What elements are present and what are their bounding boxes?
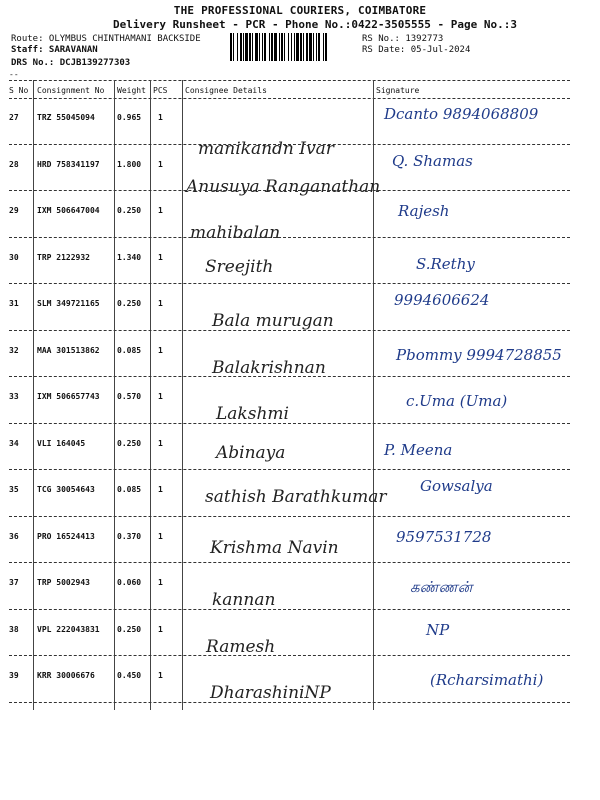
- row-sno: 38: [9, 624, 19, 634]
- row-consignee-handwritten: Lakshmi: [216, 404, 289, 424]
- barcode-bar: [325, 33, 327, 61]
- rs-number: RS No.: 1392773: [362, 34, 444, 44]
- row-divider: [9, 516, 570, 517]
- barcode-bar: [323, 33, 324, 61]
- row-signature: கண்ணன்: [410, 578, 473, 596]
- row-sno: 34: [9, 438, 19, 448]
- row-weight: 0.085: [117, 485, 142, 494]
- table-row: [0, 239, 600, 286]
- dash-marker: --: [9, 70, 19, 79]
- row-signature: Rajesh: [398, 202, 450, 220]
- row-pcs: 1: [158, 206, 163, 215]
- column-header-signature: Signature: [376, 86, 420, 95]
- row-weight: 0.250: [117, 206, 142, 215]
- row-consignment-no: IXM 506647004: [37, 206, 100, 215]
- row-divider: [9, 283, 570, 284]
- row-sno: 27: [9, 113, 19, 122]
- row-consignment-no: VLI 164045: [37, 438, 86, 448]
- barcode-bar: [284, 33, 285, 61]
- row-consignment-no: SLM 349721165: [37, 299, 100, 308]
- rs-date: RS Date: 05-Jul-2024: [362, 45, 471, 55]
- barcode-bar: [300, 33, 302, 61]
- barcode-bar: [264, 33, 266, 61]
- row-divider: [9, 469, 570, 470]
- row-pcs: 1: [158, 113, 163, 122]
- row-weight: 0.965: [117, 113, 142, 122]
- row-consignee-handwritten: Abinaya: [216, 442, 286, 463]
- row-sno: 28: [9, 159, 19, 169]
- row-divider: [9, 376, 570, 377]
- barcode-bar: [259, 33, 260, 61]
- row-divider: [9, 423, 570, 424]
- row-consignee-handwritten: Krishma Navin: [210, 537, 339, 558]
- row-consignment-no: TRP 2122932: [37, 252, 90, 262]
- column-header-consignee: Consignee Details: [185, 86, 267, 95]
- row-sno: 30: [9, 252, 19, 262]
- row-sno: 33: [9, 392, 19, 401]
- table-row: [0, 285, 600, 332]
- row-signature: NP: [426, 620, 450, 639]
- table-row: [0, 611, 600, 658]
- row-consignment-no: MAA 301513862: [37, 345, 100, 355]
- document-title: THE PROFESSIONAL COURIERS, COIMBATORE: [173, 4, 427, 17]
- row-divider: [9, 609, 570, 610]
- row-pcs: 1: [158, 252, 163, 262]
- row-pcs: 1: [158, 345, 163, 355]
- barcode-bar: [245, 33, 248, 61]
- row-signature: Dcanto 9894068809: [384, 105, 539, 123]
- staff-label: Staff: SARAVANAN: [11, 45, 98, 55]
- table-row: [0, 564, 600, 611]
- row-weight: 0.250: [117, 299, 142, 308]
- row-divider: [9, 330, 570, 331]
- barcode-bar: [294, 33, 295, 61]
- row-consignee-handwritten: manikandn Ivar: [198, 139, 334, 159]
- row-divider: [9, 562, 570, 563]
- table-row: [0, 518, 600, 565]
- barcode-bar: [249, 33, 251, 61]
- row-consignment-no: PRO 16524413: [37, 531, 95, 541]
- row-signature: Pbommy 9994728855: [396, 345, 562, 364]
- row-consignee-handwritten: Balakrishnan: [212, 357, 326, 378]
- barcode-bar: [274, 33, 277, 61]
- row-signature: c.Uma (Uma): [406, 392, 508, 410]
- row-divider: [9, 702, 570, 703]
- row-pcs: 1: [158, 299, 163, 308]
- barcode-bar: [296, 33, 299, 61]
- header-divider-top: [9, 80, 570, 81]
- row-sno: 31: [9, 299, 19, 308]
- barcode-bar: [230, 33, 232, 61]
- table-row: [0, 378, 600, 425]
- row-consignee-handwritten: Anusuya Ranganathan: [186, 176, 381, 197]
- row-weight: 0.450: [117, 671, 142, 680]
- row-sno: 32: [9, 345, 19, 355]
- table-row: [0, 471, 600, 518]
- row-consignment-no: TRZ 55045094: [37, 113, 95, 122]
- barcode-bar: [252, 33, 253, 61]
- barcode-bar: [279, 33, 280, 61]
- row-pcs: 1: [158, 624, 163, 634]
- document-subtitle: Delivery Runsheet - PCR - Phone No.:0422-3505555 - Page No.:3: [113, 18, 517, 31]
- barcode-bar: [288, 33, 289, 61]
- row-divider: [9, 655, 570, 656]
- row-pcs: 1: [158, 671, 163, 680]
- row-consignee-handwritten: DharashiniNP: [210, 683, 331, 703]
- barcode-bar: [255, 33, 258, 61]
- table-row: [0, 657, 600, 704]
- column-header-sno: S No: [9, 86, 29, 95]
- row-weight: 0.370: [117, 531, 142, 541]
- row-sno: 29: [9, 206, 19, 215]
- row-signature: P. Meena: [384, 440, 453, 459]
- column-header-consignment: Consignment No: [37, 86, 105, 95]
- row-signature: 9597531728: [396, 527, 492, 546]
- row-weight: 0.250: [117, 624, 142, 634]
- row-weight: 1.800: [117, 159, 142, 169]
- route-label: Route: OLYMBUS CHINTHAMANI BACKSIDE: [11, 34, 201, 44]
- barcode-bar: [237, 33, 238, 61]
- barcode-bar: [313, 33, 314, 61]
- row-weight: 0.250: [117, 438, 142, 448]
- row-consignment-no: TRP 5002943: [37, 578, 90, 587]
- row-divider: [9, 237, 570, 238]
- table-row: [0, 146, 600, 197]
- row-signature: (Rcharsimathi): [430, 671, 544, 689]
- row-consignment-no: VPL 222043831: [37, 624, 100, 634]
- row-consignee-handwritten: sathish Barathkumar: [205, 487, 387, 507]
- barcode-bar: [316, 33, 317, 61]
- row-signature: 9994606624: [394, 291, 490, 309]
- barcode-bar: [318, 33, 320, 61]
- row-pcs: 1: [158, 531, 163, 541]
- row-sno: 37: [9, 578, 19, 587]
- row-consignment-no: KRR 30006676: [37, 671, 95, 680]
- row-pcs: 1: [158, 159, 163, 169]
- row-weight: 0.085: [117, 345, 142, 355]
- row-consignee-handwritten: Ramesh: [206, 636, 276, 657]
- row-divider: [9, 190, 570, 191]
- row-sno: 36: [9, 531, 19, 541]
- barcode-bar: [309, 33, 312, 61]
- column-header-pcs: PCS: [153, 86, 168, 95]
- barcode-bar: [306, 33, 308, 61]
- barcode-bar: [269, 33, 270, 61]
- barcode-bar: [233, 33, 234, 61]
- row-pcs: 1: [158, 578, 163, 587]
- row-consignment-no: TCG 30054643: [37, 485, 95, 494]
- row-signature: Q. Shamas: [392, 151, 473, 170]
- drs-number: DRS No.: DCJB139277303: [11, 58, 131, 68]
- column-header-weight: Weight: [117, 86, 146, 95]
- row-weight: 1.340: [117, 252, 142, 262]
- barcode-bar: [243, 33, 244, 61]
- row-consignee-handwritten: Bala murugan: [212, 311, 334, 331]
- table-row: [0, 332, 600, 379]
- barcode-bar: [281, 33, 283, 61]
- row-consignee-handwritten: Sreejith: [205, 256, 274, 277]
- row-pcs: 1: [158, 438, 163, 448]
- row-consignment-no: HRD 758341197: [37, 159, 100, 169]
- barcode-image: [230, 33, 358, 61]
- table-row: [0, 99, 600, 159]
- row-weight: 0.060: [117, 578, 142, 587]
- barcode-bar: [240, 33, 242, 61]
- row-pcs: 1: [158, 392, 163, 401]
- row-consignee-handwritten: mahibalan: [190, 223, 281, 243]
- barcode-bar: [303, 33, 304, 61]
- barcode-bar: [262, 33, 263, 61]
- row-signature: S.Rethy: [416, 254, 475, 273]
- row-divider: [9, 144, 570, 145]
- row-consignee-handwritten: kannan: [212, 590, 276, 610]
- row-consignment-no: IXM 506657743: [37, 392, 100, 401]
- table-row: [0, 192, 600, 243]
- row-sno: 35: [9, 485, 19, 494]
- row-sno: 39: [9, 671, 19, 680]
- row-signature: Gowsalya: [420, 477, 493, 495]
- row-weight: 0.570: [117, 392, 142, 401]
- barcode-bar: [291, 33, 292, 61]
- barcode-bar: [271, 33, 273, 61]
- row-pcs: 1: [158, 485, 163, 494]
- table-row: [0, 425, 600, 472]
